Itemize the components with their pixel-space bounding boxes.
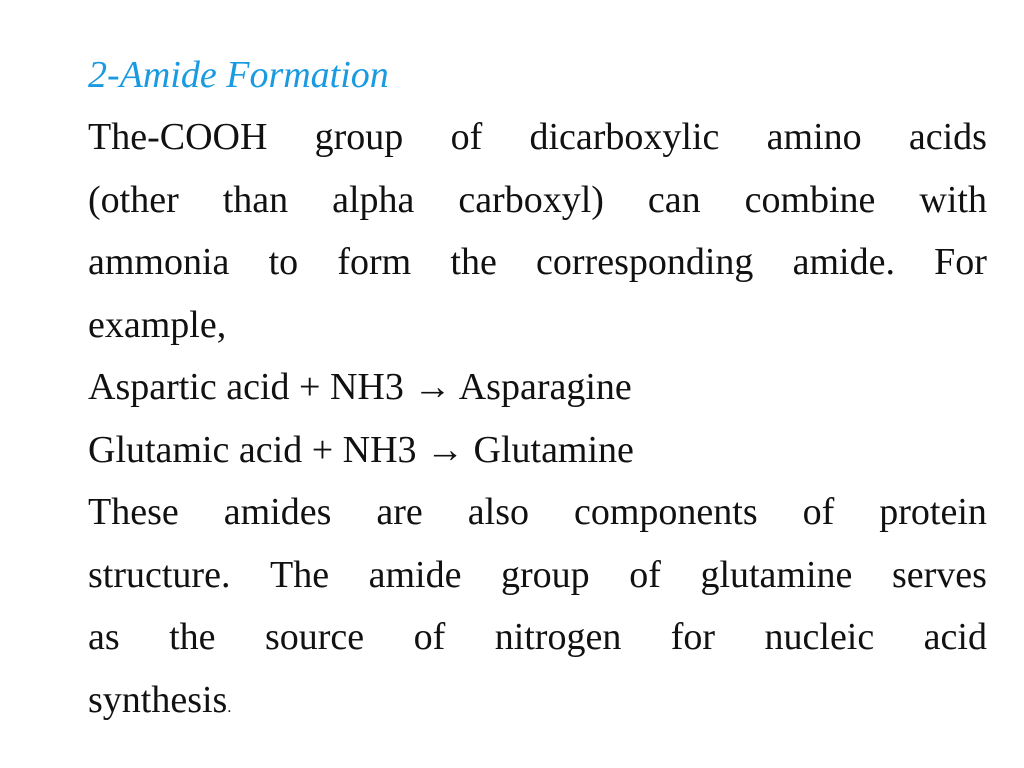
text-line: [88, 169, 987, 232]
text-line: [88, 106, 987, 169]
word: ammonia: [88, 241, 230, 283]
word: example,: [88, 303, 227, 346]
reaction-equation: Aspartic acid + NH3 → Asparagine: [88, 366, 632, 408]
word: components: [573, 491, 758, 533]
word: form: [337, 241, 412, 283]
word: of: [413, 616, 446, 658]
word: of: [450, 116, 483, 158]
word: are: [376, 491, 423, 533]
section-heading: 2-Amide Formation: [88, 54, 389, 96]
word: synthesis: [88, 678, 228, 721]
word: amides: [223, 491, 332, 533]
text-line: [88, 606, 987, 669]
word: the: [169, 616, 216, 658]
word: amide.: [792, 241, 895, 283]
word: as: [88, 616, 120, 658]
word: of: [629, 553, 661, 596]
text-line: [88, 294, 987, 357]
text-line: [88, 669, 987, 732]
paragraph-amide-intro: [88, 106, 987, 356]
word: acid: [923, 616, 987, 658]
text-line: [88, 231, 987, 294]
word: serves: [891, 553, 987, 596]
word: carboxyl): [458, 178, 604, 221]
word: to: [268, 241, 299, 283]
word: nitrogen: [494, 616, 622, 658]
text-line: [88, 544, 987, 607]
word: source: [264, 616, 365, 658]
word: For: [934, 241, 987, 283]
word: structure.: [88, 553, 231, 596]
word: glutamine: [700, 553, 853, 596]
small-period: .: [227, 698, 232, 716]
word: nucleic: [764, 616, 875, 658]
word: combine: [744, 178, 876, 221]
word: corresponding: [536, 241, 754, 283]
word: These: [88, 491, 179, 533]
word: (other: [88, 178, 179, 221]
word: with: [919, 178, 987, 221]
reaction-equation: Glutamic acid + NH3 → Glutamine: [88, 428, 634, 471]
paragraph-amide-role: [88, 481, 987, 731]
word: The-COOH: [88, 116, 268, 158]
word: amide: [368, 553, 462, 596]
word: amino: [766, 116, 862, 158]
word: can: [647, 178, 701, 221]
slide-content: [88, 44, 987, 731]
word: alpha: [332, 178, 415, 221]
word: group: [501, 553, 590, 596]
reaction-list: [88, 356, 987, 481]
word: also: [467, 491, 529, 533]
word: dicarboxylic: [529, 116, 720, 158]
word: of: [802, 491, 835, 533]
word: for: [670, 616, 716, 658]
word: acids: [908, 116, 987, 158]
word: than: [222, 178, 289, 221]
text-line: [88, 481, 987, 544]
word: protein: [879, 491, 987, 533]
word: the: [450, 241, 497, 283]
word: group: [314, 116, 404, 158]
word: The: [270, 553, 330, 596]
